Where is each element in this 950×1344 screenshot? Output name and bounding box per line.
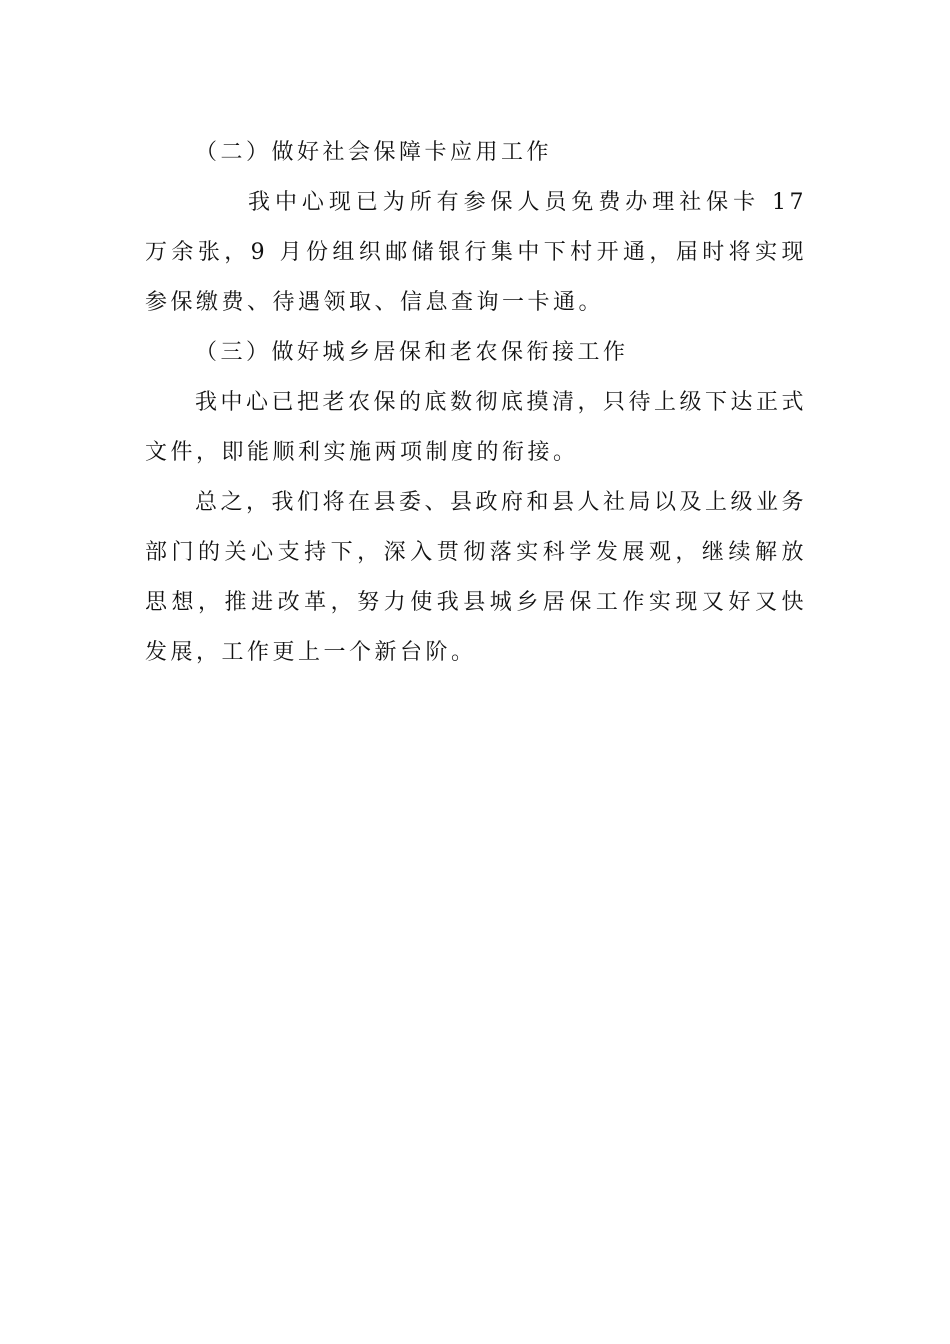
section-3-paragraph: 我中心已把老农保的底数彻底摸清，只待上级下达正式文件，即能顺利实施两项制度的衔接。 [145,390,808,465]
section-2-paragraph: 我中心现已为所有参保人员免费办理社保卡 17 万余张，9 月份组织邮储银行集中下村开通，届时将实现参保缴费、待遇领取、信息查询一卡通。 [145,190,807,315]
document-body [145,128,807,678]
section-2-heading: （二）做好社会保障卡应用工作 [195,140,553,165]
conclusion-paragraph: 总之，我们将在县委、县政府和县人社局以及上级业务部门的关心支持下，深入贯彻落实科学发展观，继续解放思想，推进改革，努力使我县城乡居保工作实现又好又快发展，工作更上一个新台阶。 [145,490,808,665]
section-3-heading: （三）做好城乡居保和老农保衔接工作 [195,340,629,365]
